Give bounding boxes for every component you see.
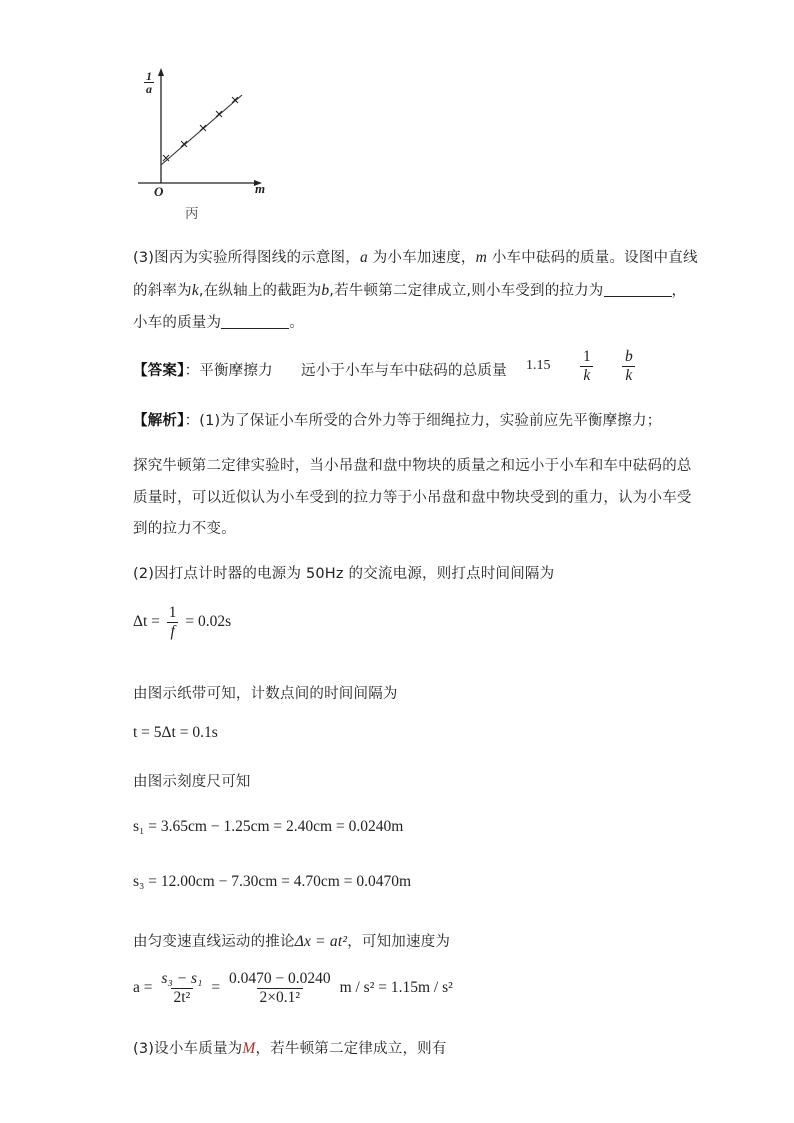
equation-dt: Δt = $\frac{1}{f}$ = 0.02s [133, 604, 232, 640]
analysis-p7: (3)设小车质量为M，若牛顿第二定律成立，则有 [133, 1040, 447, 1057]
origin-label: O [154, 184, 164, 199]
graph-caption: 丙 [185, 206, 199, 222]
q3-line2: 的斜率为k,在纵轴上的截距为b,若牛顿第二定律成立,则小车受到的拉力为 ， [133, 282, 687, 299]
q3-line1: (3)图丙为实验所得图线的示意图，a 为小车加速度，m 小车中砝码的质量。设图中直线 [133, 249, 698, 266]
equation-s3: s₃ = 12.00cm − 7.30cm = 4.70cm = 0.0470m [133, 873, 412, 890]
answer-blank-force[interactable] [604, 282, 672, 297]
analysis-p4: 由图示纸带可知，计数点间的时间间隔为 [133, 686, 398, 702]
answer-item1: 平衡摩擦力 [199, 363, 273, 379]
y-axis-label-num: 1 [146, 69, 152, 83]
answer-blank-mass[interactable] [221, 314, 289, 329]
answer-item3: 1.15 [526, 358, 551, 373]
analysis-p5: 由图示刻度尺可知 [133, 774, 251, 790]
analysis-p1: 【解析】：(1)为了保证小车所受的合外力等于细绳拉力，实验前应先平衡摩擦力； [133, 413, 662, 429]
data-markers [163, 97, 238, 161]
equation-accel: a = $\frac{\text{s₃ − s₁}}{\text{2t²}}$ = $\frac{0.0470 - 0.0240}{\text{2×0.1²}}$ m / s² = 1.15m / s² [133, 970, 453, 1006]
data-marker [216, 111, 222, 117]
analysis-tag: 【解析】 [133, 413, 185, 429]
answer-frac2: $\frac{b}{k}$ [620, 348, 638, 385]
analysis-p6: 由匀变速直线运动的推论Δx = at²，可知加速度为 [133, 933, 451, 950]
answer-item2: 远小于小车与车中砝码的总质量 [301, 363, 507, 379]
q3-line3: 小车的质量为 。 [133, 315, 304, 331]
answer-tag: 【答案】 [133, 363, 185, 379]
answer-line: 【答案】：平衡摩擦力 [133, 363, 273, 379]
equation-t: t = 5Δt = 0.1s [133, 724, 218, 741]
analysis-p2-l1: 探究牛顿第二定律实验时，当小吊盘和盘中物块的质量之和远小于小车和车中砝码的总 [133, 458, 692, 474]
data-marker [232, 97, 238, 103]
y-axis-arrow [158, 68, 164, 76]
analysis-p2-l2: 质量时，可以近似认为小车受到的拉力等于小吊盘和盘中物块受到的重力，认为小车受 [133, 490, 692, 506]
analysis-p3: (2)因打点计时器的电源为 50Hz 的交流电源，则打点时间间隔为 [133, 566, 555, 582]
graph-figure [130, 60, 290, 220]
x-axis-label: m [255, 181, 266, 196]
data-marker [200, 125, 206, 131]
equation-s1: s₁ = 3.65cm − 1.25cm = 2.40cm = 0.0240m [133, 818, 404, 835]
y-axis-label-den: a [146, 82, 152, 96]
answer-frac1: $\frac{1}{k}$ [578, 348, 596, 385]
analysis-p2-l3: 到的拉力不变。 [133, 521, 236, 537]
